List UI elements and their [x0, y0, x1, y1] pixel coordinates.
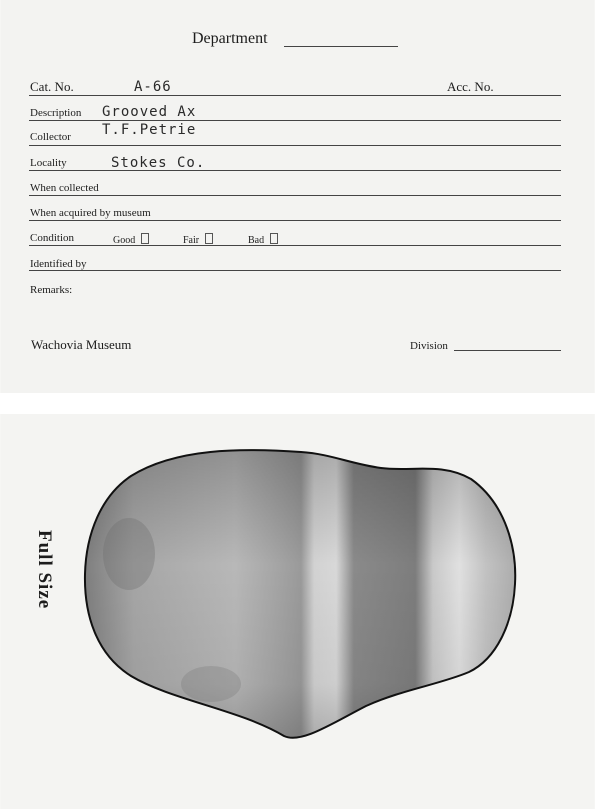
condition-bad-label: Bad: [248, 235, 265, 246]
identified-by-label: Identified by: [30, 258, 87, 270]
condition-line: [29, 245, 561, 246]
division-label: Division: [410, 340, 448, 352]
collector-label: Collector: [30, 131, 71, 143]
condition-fair-label: Fair: [183, 235, 200, 246]
description-line: [29, 120, 561, 121]
department-line: [284, 46, 398, 47]
locality-line: [29, 170, 561, 171]
collector-value: T.F.Petrie: [102, 122, 197, 138]
identified-by-line: [29, 270, 561, 271]
description-label: Description: [30, 107, 82, 119]
description-value: Grooved Ax: [102, 104, 197, 120]
condition-good-label: Good: [113, 235, 136, 246]
cat-no-line: [29, 95, 561, 96]
when-acquired-label: When acquired by museum: [30, 207, 151, 219]
division-line: [454, 350, 561, 351]
when-collected-line: [29, 195, 561, 196]
cat-no-label: Cat. No.: [30, 79, 74, 94]
full-size-note: Full Size: [34, 530, 55, 610]
card-separator: [0, 393, 595, 414]
condition-fair-checkbox[interactable]: [205, 233, 213, 244]
remarks-label: Remarks:: [30, 284, 73, 296]
condition-bad-checkbox[interactable]: [270, 233, 278, 244]
museum-label: Wachovia Museum: [31, 337, 132, 352]
catalog-card-back: [1, 414, 594, 809]
catalog-card-front: [1, 0, 594, 394]
condition-good-checkbox[interactable]: [141, 233, 149, 244]
when-acquired-line: [29, 220, 561, 221]
department-label: Department: [192, 30, 268, 47]
locality-label: Locality: [30, 157, 67, 169]
cat-no-value: A-66: [134, 79, 172, 95]
condition-label: Condition: [30, 232, 75, 244]
collector-line: [29, 145, 561, 146]
grooved-ax-drawing: [1, 414, 594, 809]
acc-no-label: Acc. No.: [447, 79, 494, 94]
locality-value: Stokes Co.: [111, 155, 206, 171]
when-collected-label: When collected: [30, 182, 99, 194]
